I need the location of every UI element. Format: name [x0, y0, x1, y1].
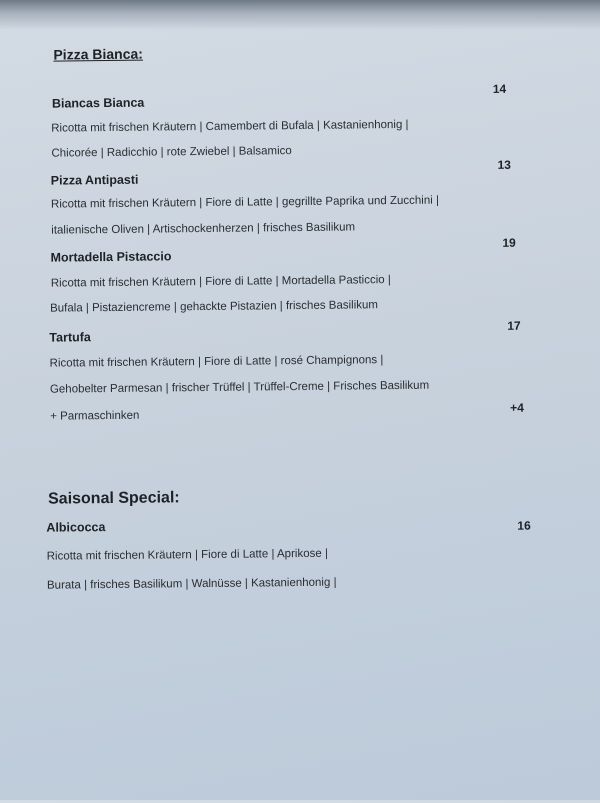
item-price: 16: [517, 518, 531, 533]
item-description: Gehobelter Parmesan | frischer Trüffel | Trüffel-Creme | Frisches Basilikum: [49, 379, 430, 396]
item-price: 17: [507, 318, 521, 333]
item-description: Bufala | Pistaziencreme | gehackte Pistazien | frisches Basilikum: [50, 299, 379, 315]
item-description: Ricotta mit frischen Kräutern | Fiore di Latte | Mortadella Pasticcio |: [50, 274, 391, 290]
item-description: Ricotta mit frischen Kräutern | Fiore di Latte | gegrillte Paprika und Zucchini |: [50, 194, 440, 211]
item-name: Tartufa: [49, 330, 91, 345]
item-price: 13: [497, 157, 512, 172]
item-name: Albicocca: [46, 520, 106, 535]
item-price: 14: [492, 81, 507, 96]
section-title-pizza-bianca: Pizza Bianca:: [53, 45, 143, 63]
item-description: Ricotta mit frischen Kräutern | Fiore di Latte | Aprikose |: [46, 547, 328, 563]
item-name: Mortadella Pistaccio: [50, 249, 172, 265]
item-description: Ricotta mit frischen Kräutern | Camembert di Bufala | Kastanienhonig |: [51, 118, 409, 135]
item-name: Biancas Bianca: [51, 95, 145, 111]
item-description: Chicorée | Radicchio | rote Zwiebel | Balsamico: [51, 145, 292, 160]
item-description: italienische Oliven | Artischockenherzen | frisches Basilikum: [51, 221, 356, 237]
item-price: 19: [502, 235, 516, 250]
extra-topping: + Parmaschinken: [50, 409, 140, 423]
section-title-saisonal-special: Saisonal Special:: [47, 489, 180, 508]
item-name: Pizza Antipasti: [50, 172, 139, 188]
extra-price: +4: [510, 400, 524, 415]
item-description: Ricotta mit frischen Kräutern | Fiore di Latte | rosé Champignons |: [49, 354, 384, 370]
item-description: Burata | frisches Basilikum | Walnüsse | Kastanienhonig |: [46, 576, 337, 592]
